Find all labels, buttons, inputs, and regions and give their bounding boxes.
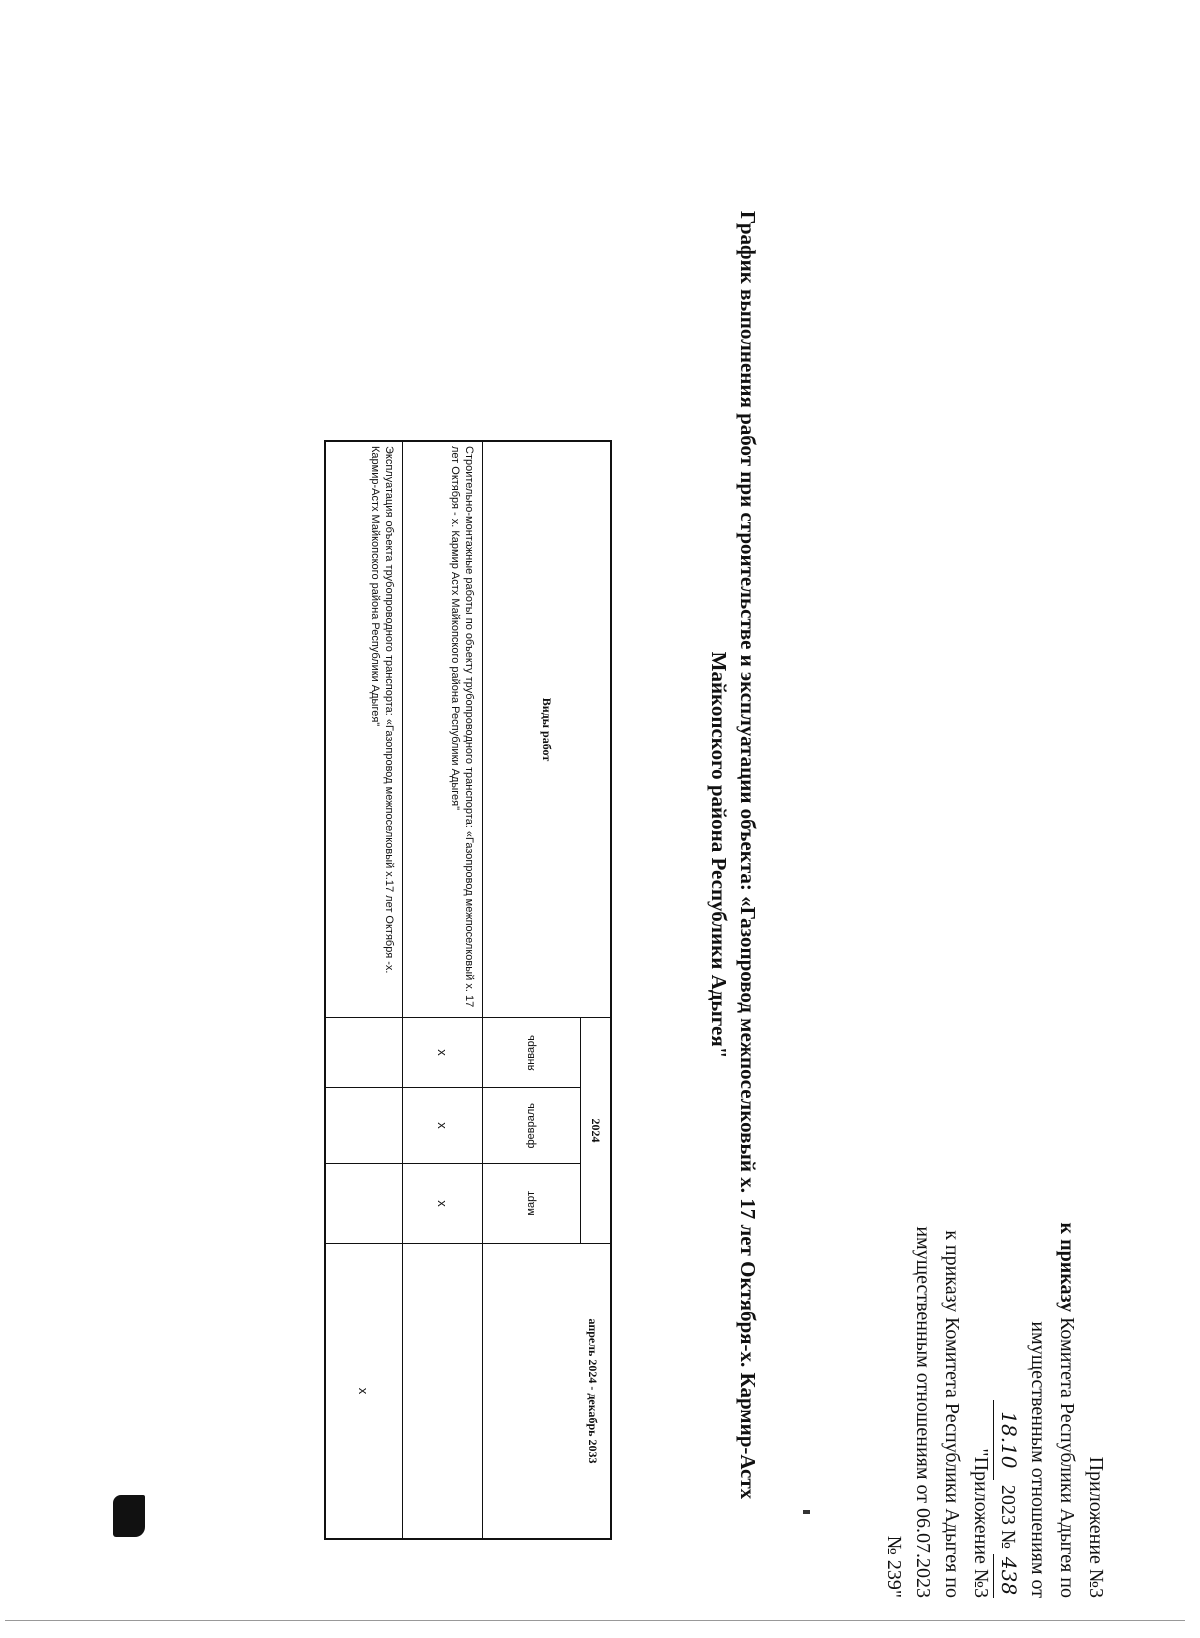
order-date-line: [993, 1223, 1023, 1598]
title-line-1: График выполнения работ при строительстве и эксплуатации объекта: «Газопровод межпоселковый х. 17 лет Октября-х. Кармир-Астх: [736, 210, 760, 1500]
appendix-order-line: [1052, 1223, 1081, 1598]
header-month-feb: [482, 1088, 580, 1164]
previous-number-line: № 239": [883, 1535, 905, 1598]
header-work-types: Виды работ: [482, 442, 610, 1018]
row-1-feb-mark: x: [402, 1088, 482, 1164]
row-2-jan-mark: [326, 1018, 402, 1088]
month-feb-label: февраль: [525, 1102, 538, 1149]
document-title: [704, 135, 762, 1575]
scan-speck-small: [803, 1510, 810, 1514]
row-2-work: Эксплуатация объекта трубопроводного транспорта: «Газопровод межпоселковый х.17 лет Октября -х. Кармир-Астх Майкопского района Республики Адыгея": [326, 442, 402, 1018]
handwritten-order-number: 438: [993, 1554, 1023, 1598]
month-jan-label: январь: [525, 1034, 538, 1071]
scan-edge-line: [5, 1620, 1185, 1621]
title-line-2: Майкопского района Республики Адыгея": [707, 651, 731, 1059]
previous-order-line: к приказу Комитета Республики Адыгея по: [941, 1230, 963, 1598]
header-month-mar: [482, 1164, 580, 1244]
committee-name: Комитета Республики Адыгея по: [1056, 1312, 1078, 1598]
schedule-table: [324, 440, 612, 1540]
appendix-header: [993, 1223, 1110, 1598]
year-label: 2023 №: [997, 1484, 1019, 1549]
header-year: 2024: [580, 1018, 610, 1244]
row-1-work: Строительно-монтажные работы по объекту трубопроводного транспорта: «Газопровод межпоселковый х. 17 лет Октября - х. Кармир Астх Майкопского района Республики Адыгея": [402, 442, 482, 1018]
previous-appendix-label: "Приложение №3: [970, 1448, 992, 1598]
row-2-mar-mark: [326, 1164, 402, 1244]
row-1-period-mark: [402, 1244, 482, 1538]
order-word: к приказу: [1056, 1222, 1078, 1313]
row-2-period-mark: x: [356, 1387, 372, 1395]
header-period: апрель 2024 - декабрь 2033: [482, 1244, 610, 1538]
row-1-mar-mark: x: [402, 1164, 482, 1244]
row-2-feb-mark: [326, 1088, 402, 1164]
department-line: имущественным отношениям от: [1027, 1321, 1049, 1598]
handwritten-date: 18.10: [993, 1400, 1023, 1480]
previous-date-line: имущественным отношениям от 06.07.2023: [912, 1226, 934, 1598]
row-1-jan-mark: x: [402, 1018, 482, 1088]
scan-speck: [113, 1495, 145, 1537]
header-month-jan: [482, 1018, 580, 1088]
previous-appendix-header: [879, 1226, 995, 1598]
month-mar-label: март: [525, 1191, 538, 1216]
appendix-label: Приложение №3: [1085, 1456, 1107, 1598]
